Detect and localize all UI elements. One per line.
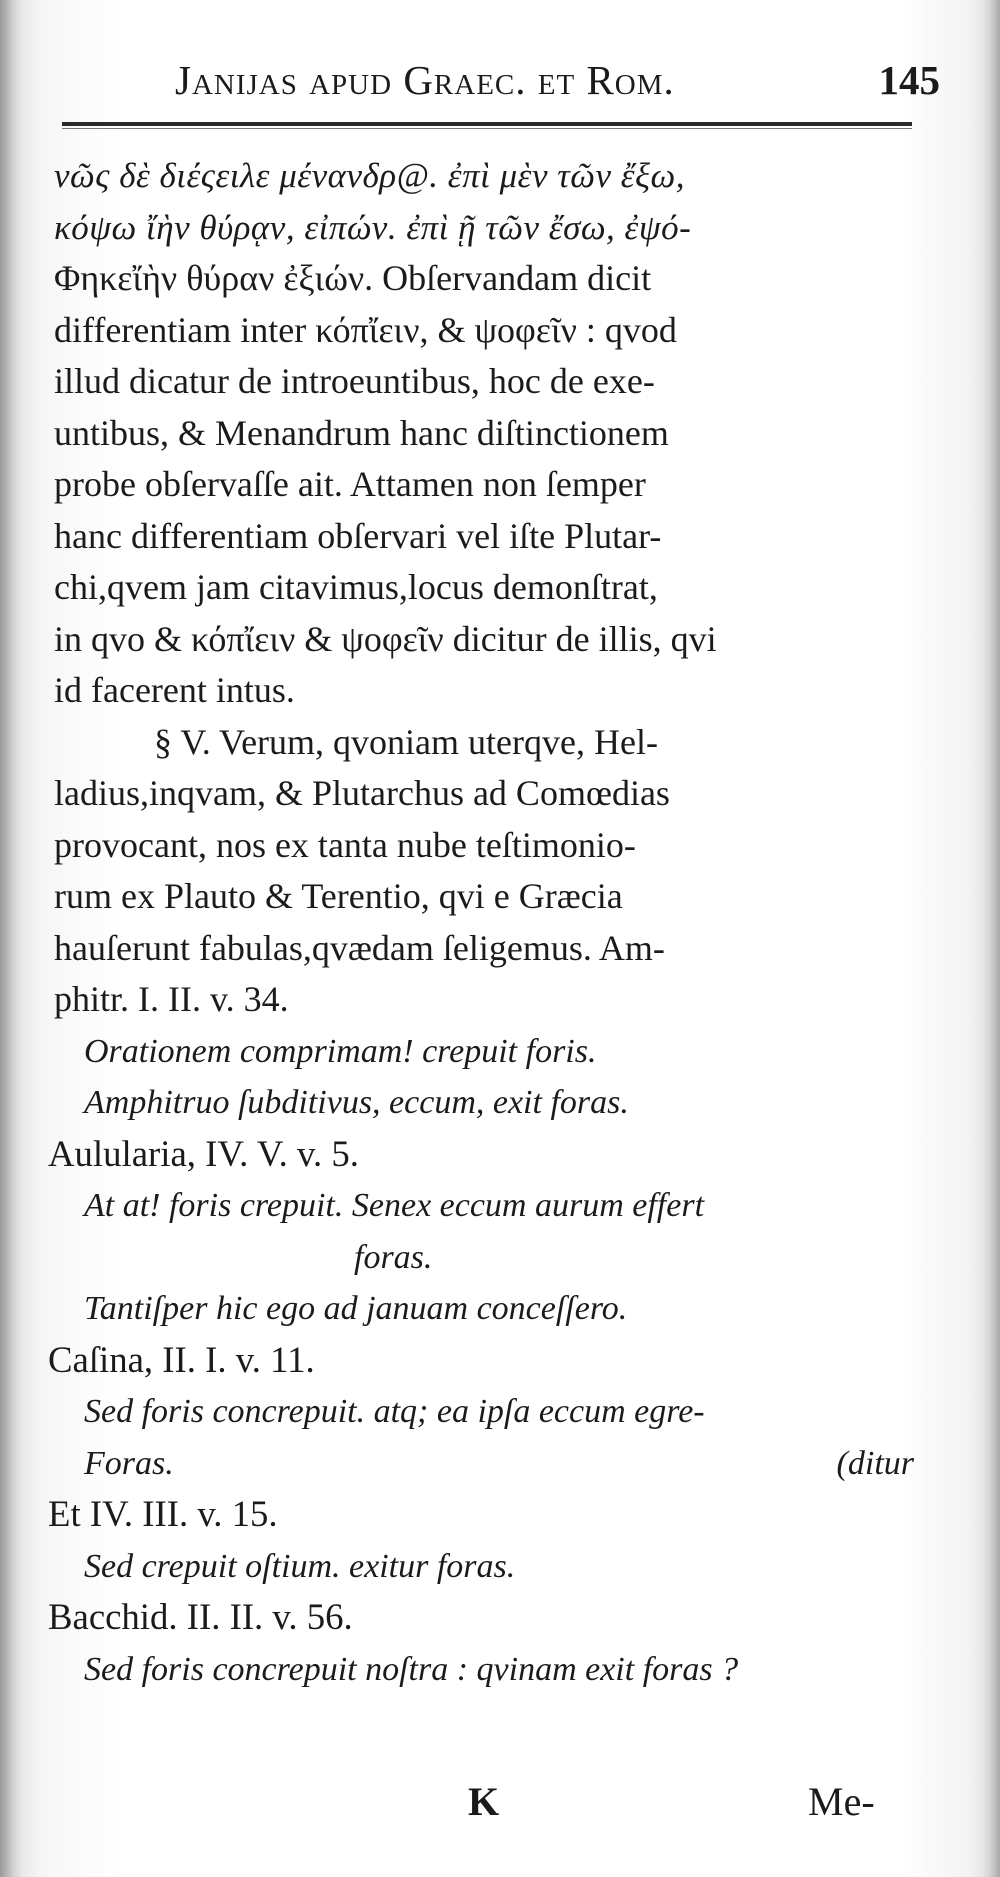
text-line: differentiam inter κόπἴειν, & ψοφεῖν : qvod — [54, 309, 677, 350]
text-line: hanc differentiam obſervari vel iſte Plutar- — [54, 515, 662, 556]
quotation-line — [54, 1438, 914, 1490]
edge-shadow — [982, 0, 1000, 1877]
page-header — [175, 56, 940, 116]
text-line: κόψω ἴὴν θύρᾳν, εἰπών. ἐπὶ ῇ τῶν ἔσω, ἐψό- — [54, 207, 692, 247]
turnover-word: (ditur — [836, 1444, 914, 1482]
quotation-line: Orationem comprimam! crepuit foris. — [84, 1032, 597, 1070]
text-line: νῶς δὲ διέςειλε μένανδρ@. ἐπὶ μὲν τῶν ἔξω, — [54, 156, 685, 195]
section-heading-line: § V. Verum, qvoniam uterqve, Hel- — [154, 721, 658, 762]
page-footer — [0, 1778, 1000, 1838]
text-line: provocant, nos ex tanta nube teſtimonio- — [54, 824, 636, 865]
citation-line: Caſina, II. I. v. 11. — [48, 1339, 315, 1381]
quotation-line: Amphitruo ſubditivus, eccum, exit foras. — [84, 1084, 629, 1121]
body-text — [48, 150, 914, 1695]
text-line: phitr. I. II. v. 34. — [54, 979, 289, 1019]
signature-mark: K — [468, 1779, 500, 1824]
quotation-line: Tantiſper hic ego ad januam conceſſero. — [84, 1290, 628, 1327]
quotation-line: At at! foris crepuit. Senex eccum aurum effert — [84, 1187, 705, 1224]
page-number: 145 — [878, 57, 940, 103]
text-line: rum ex Plauto & Terentio, qvi e Græcia — [54, 876, 623, 916]
quotation-line: Sed foris concrepuit noſtra : qvinam exit foras ? — [84, 1650, 739, 1688]
text-line: chi,qvem jam citavimus,locus demonſtrat, — [54, 567, 658, 607]
gutter-shadow — [0, 0, 22, 1877]
citation-line: Aulularia, IV. V. v. 5. — [48, 1133, 359, 1175]
text-line: probe obſervaſſe ait. Attamen non ſemper — [54, 464, 646, 504]
header-rule — [62, 122, 912, 129]
quotation-line: Sed crepuit oſtium. exitur foras. — [84, 1547, 516, 1585]
citation-line: Et IV. III. v. 15. — [48, 1494, 278, 1535]
text-line: illud dicatur de introeuntibus, hoc de exe- — [54, 361, 655, 401]
catchword: Me- — [808, 1779, 875, 1824]
quotation-line: Sed foris concrepuit. atq; ea ipſa eccum egre- — [84, 1393, 705, 1430]
text-line: untibus, & Menandrum hanc diſtinctionem — [54, 412, 669, 453]
text-line: in qvo & κόπἴειν & ψοφεῖν dicitur de illis, qvi — [54, 618, 717, 659]
text-line: hauſerunt fabulas,qvædam ſeligemus. Am- — [54, 927, 665, 968]
text-line: ladius,inqvam, & Plutarchus ad Comœdias — [54, 773, 670, 813]
quotation-text: Foras. — [84, 1444, 174, 1482]
text-line: id facerent intus. — [54, 670, 295, 710]
text-line: Φηκεἴὴν θύραν ἐξιών. Obſervandam dicit — [54, 258, 652, 298]
citation-line: Bacchid. II. II. v. 56. — [48, 1597, 353, 1638]
quotation-line: foras. — [354, 1238, 433, 1276]
running-head: Janijas apud Graec. et Rom. — [175, 57, 675, 103]
